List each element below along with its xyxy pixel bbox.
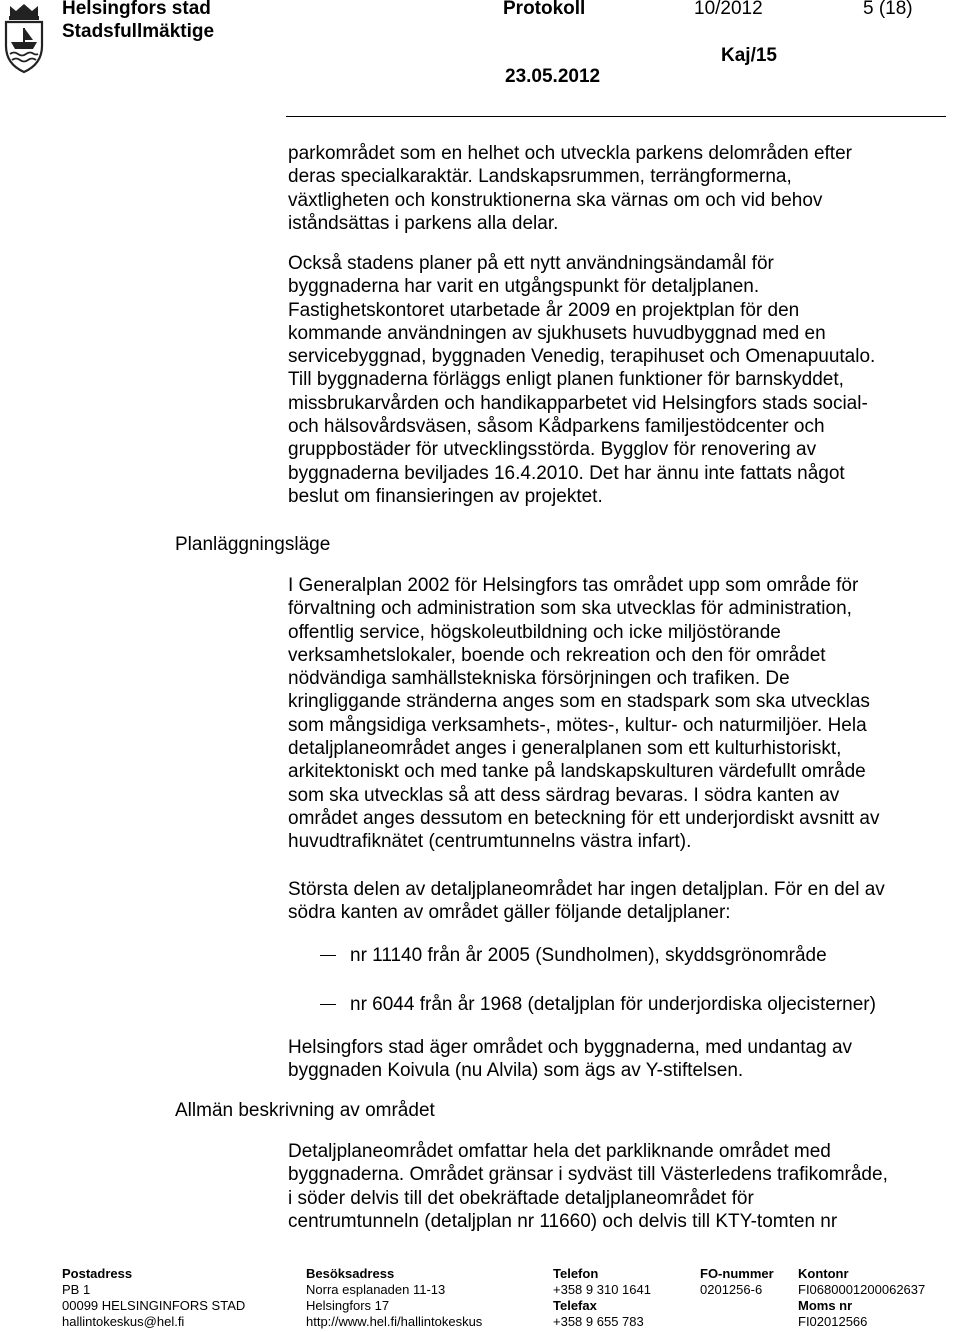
footer-email-link[interactable]: hallintokeskus@hel.fi (62, 1314, 185, 1329)
header-org: Helsingfors stad (62, 0, 211, 19)
footer-line: FI0680001200062637 (798, 1282, 926, 1297)
footer-business-id (700, 1266, 774, 1298)
header-date: 23.05.2012 (505, 66, 601, 87)
paragraph-park-character (288, 142, 953, 235)
text-line: Till byggnaderna förläggs enligt planen funktioner för barnskyddet, (288, 369, 844, 391)
header-doc-type: Protokoll (503, 0, 586, 19)
paragraph-usage-plans (288, 252, 953, 508)
side-label-planning-status: Planläggningsläge (175, 534, 331, 555)
text-line: som ska utvecklas så att dess särdrag bevaras. I södra kanten av (288, 784, 840, 806)
text-line: beslut om finansieringen av projektet. (288, 485, 603, 507)
text-line: byggnaderna har varit en utgångspunkt för detaljplanen. (288, 276, 760, 298)
text-line: kringliggande stränderna anges som en stadspark som ska utvecklas (288, 691, 870, 713)
footer-heading: Kontonr (798, 1266, 849, 1281)
text-line: Helsingfors stad äger området och byggnaderna, med undantag av (288, 1037, 853, 1058)
footer-line: +358 9 655 783 (553, 1314, 644, 1329)
footer-heading: Besöksadress (306, 1266, 395, 1281)
footer-heading: FO-nummer (700, 1266, 774, 1281)
text-line: offentlig service, högskoleutbildning och icke miljöstörande (288, 621, 781, 643)
paragraph-ownership (288, 1036, 953, 1083)
header-body: Stadsfullmäktige (62, 21, 215, 42)
text-line: som mångsidiga verksamhets-, mötes-, kultur- och naturmiljöer. Hela (288, 714, 867, 736)
text-line: byggnaderna. Området gränsar i sydväst till Västerledens trafikområde, (288, 1164, 888, 1186)
text-line: iståndsättas i parkens alla delar. (288, 212, 559, 234)
dash-bullet-icon (320, 955, 336, 956)
text-line: Största delen av detaljplaneområdet har ingen detaljplan. För en del av (288, 879, 885, 900)
text-line: förvaltning och administration som ska utvecklas för administration, (288, 598, 852, 620)
text-line: Detaljplaneområdet omfattar hela det parkliknande området med (288, 1141, 831, 1162)
text-line: I Generalplan 2002 för Helsingfors tas området upp som område för (288, 575, 859, 596)
dash-bullet-icon (320, 1004, 336, 1005)
text-line: byggnaden Koivula (nu Alvila) som ägs av Y-stiftelsen. (288, 1060, 744, 1082)
footer-heading: Postadress (62, 1266, 133, 1281)
text-line: detaljplaneområdet anges i generalplanen som ett kulturhistoriskt, (288, 738, 842, 760)
text-line: centrumtunneln (detaljplan nr 11660) och delvis till KTY-tomten nr (288, 1210, 838, 1232)
paragraph-area-description (288, 1140, 953, 1233)
text-line: missbrukarvården och handikapparbetet vid Helsingfors stads social- (288, 392, 868, 414)
text-line: huvudtrafiknätet (centrumtunnelns västra infart). (288, 831, 692, 853)
footer-heading: Moms nr (798, 1298, 853, 1313)
paragraph-detail-plans-intro (288, 878, 953, 925)
text-line: parkområdet som en helhet och utveckla parkens delområden efter (288, 143, 852, 164)
footer-heading: Telefon (553, 1266, 599, 1281)
text-line: arkitektoniskt och med tanke på landskapskulturen värdefullt område (288, 761, 866, 783)
footer-heading: Telefax (553, 1298, 597, 1313)
side-label-general-description: Allmän beskrivning av området (175, 1100, 435, 1121)
text-line: verksamhetslokaler, boende och rekreation och den för området (288, 644, 826, 666)
header-item: Kaj/15 (721, 45, 777, 66)
text-line: servicebyggnad, byggnaden Venedig, terapihuset och Omenapuutalo. (288, 346, 876, 368)
footer-phone (553, 1266, 651, 1330)
list-item-text: nr 11140 från år 2005 (Sundholmen), skyddsgrönområde (350, 945, 827, 966)
text-line: nödvändiga samhällstekniska försörjningen och trafiken. De (288, 668, 790, 690)
text-line: området anges dessutom en beteckning för ett underjordiskt avsnitt av (288, 807, 880, 829)
footer-website-link[interactable]: http://www.hel.fi/hallintokeskus (306, 1314, 483, 1329)
text-line: växtligheten och konstruktionerna ska värnas om och vid behov (288, 189, 823, 211)
text-line: och hälsovårdsväsen, såsom Kådparkens familjestödcenter och (288, 416, 825, 438)
footer-line: Norra esplanaden 11-13 (306, 1282, 446, 1297)
list-item-text: nr 6044 från år 1968 (detaljplan för underjordiska oljecisterner) (350, 994, 876, 1015)
footer-line: PB 1 (62, 1282, 91, 1297)
footer-line: +358 9 310 1641 (553, 1282, 651, 1297)
footer-line: 0201256-6 (700, 1282, 763, 1297)
header-rule (286, 116, 946, 117)
paragraph-general-plan (288, 574, 953, 854)
text-line: i söder delvis till det obekräftade detaljplaneområdet för (288, 1187, 754, 1209)
text-line: Också stadens planer på ett nytt användningsändamål för (288, 253, 774, 274)
footer-line: FI02012566 (798, 1314, 868, 1329)
text-line: Fastighetskontoret utarbetade år 2009 en projektplan för den (288, 299, 800, 321)
footer-postal-address (62, 1266, 245, 1330)
footer-line: 00099 HELSINGINFORS STAD (62, 1298, 246, 1313)
footer-account (798, 1266, 925, 1330)
helsinki-coat-of-arms-logo (2, 2, 46, 74)
footer-visiting-address (306, 1266, 482, 1330)
header-number: 10/2012 (694, 0, 763, 19)
text-line: byggnaderna beviljades 16.4.2010. Det har ännu inte fattats något (288, 462, 845, 484)
footer-line: Helsingfors 17 (306, 1298, 390, 1313)
text-line: kommande användningen av sjukhusets huvudbyggnad med en (288, 322, 826, 344)
header-page: 5 (18) (863, 0, 913, 19)
text-line: deras specialkaraktär. Landskapsrummen, terrängformerna, (288, 166, 792, 188)
text-line: södra kanten av området gäller följande detaljplaner: (288, 902, 731, 924)
text-line: gruppbostäder för utvecklingsstörda. Bygglov för renovering av (288, 439, 817, 461)
